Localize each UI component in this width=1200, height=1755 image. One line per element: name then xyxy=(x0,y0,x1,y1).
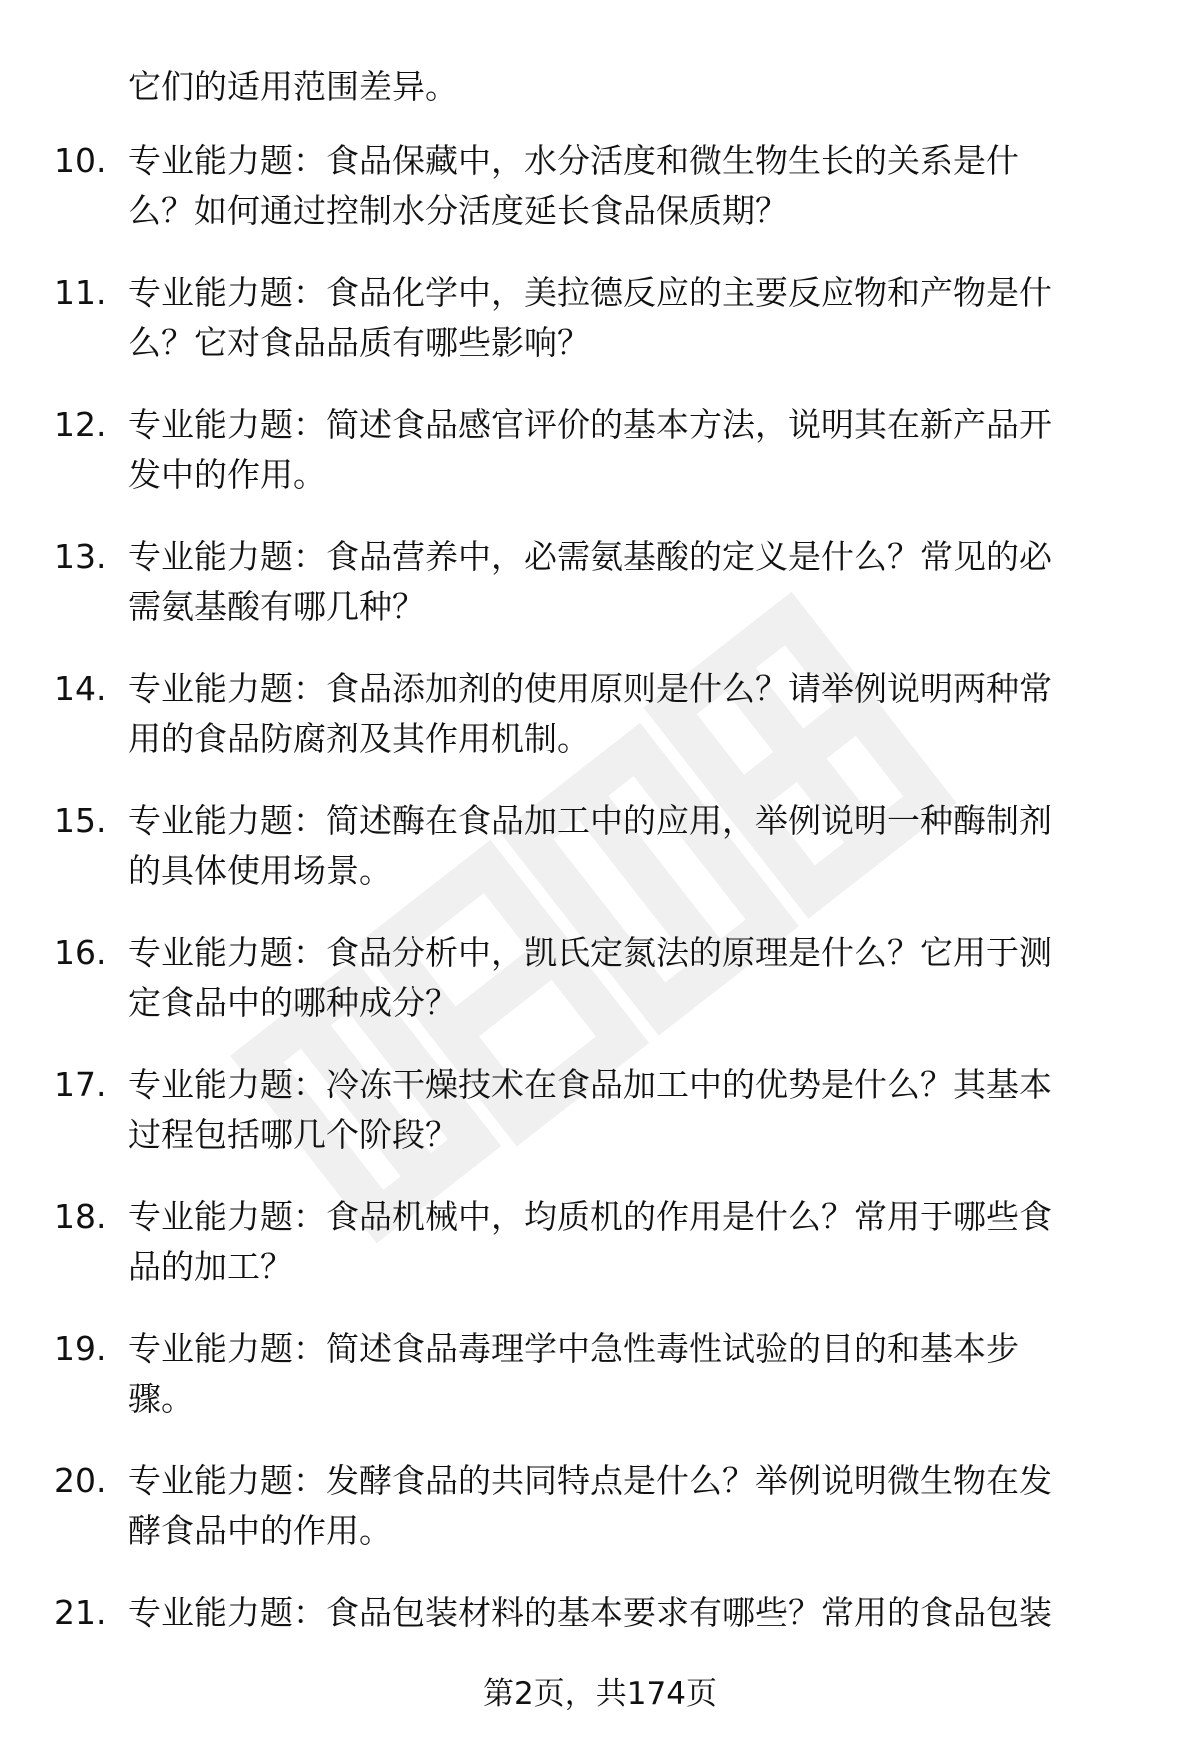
question-text-line: 专业能力题：简述食品毒理学中急性毒性试验的目的和基本步 xyxy=(128,1329,1019,1368)
question-number: 13. xyxy=(54,537,107,576)
question-text xyxy=(128,400,1148,500)
question-text-line: 专业能力题：食品营养中，必需氨基酸的定义是什么？常见的必 xyxy=(128,537,1052,576)
question-number: 18. xyxy=(54,1197,107,1236)
question-item xyxy=(0,664,1200,796)
continuation-text: 它们的适用范围差异。 xyxy=(128,67,458,106)
question-text xyxy=(128,796,1148,896)
question-text-line: 过程包括哪几个阶段？ xyxy=(128,1115,458,1154)
question-text-line: 专业能力题：食品化学中，美拉德反应的主要反应物和产物是什 xyxy=(128,273,1052,312)
question-text xyxy=(128,1324,1148,1424)
question-text xyxy=(128,268,1148,368)
question-text-line: 专业能力题：食品分析中，凯氏定氮法的原理是什么？它用于测 xyxy=(128,933,1052,972)
question-item xyxy=(0,268,1200,400)
question-number: 10. xyxy=(54,141,107,180)
question-text-line: 么？如何通过控制水分活度延长食品保质期？ xyxy=(128,191,788,230)
question-text xyxy=(128,1588,1148,1638)
question-text-line: 专业能力题：食品包装材料的基本要求有哪些？常用的食品包装 xyxy=(128,1593,1052,1632)
question-text xyxy=(128,1192,1148,1292)
question-number: 15. xyxy=(54,801,107,840)
question-text-line: 专业能力题：食品机械中，均质机的作用是什么？常用于哪些食 xyxy=(128,1197,1052,1236)
question-item xyxy=(0,1324,1200,1456)
question-item xyxy=(0,928,1200,1060)
question-text-line: 酵食品中的作用。 xyxy=(128,1511,392,1550)
question-text-line: 专业能力题：食品添加剂的使用原则是什么？请举例说明两种常 xyxy=(128,669,1052,708)
question-text-line: 品的加工？ xyxy=(128,1247,293,1286)
question-text-line: 专业能力题：冷冻干燥技术在食品加工中的优势是什么？其基本 xyxy=(128,1065,1052,1104)
question-item xyxy=(0,400,1200,532)
question-text-line: 发中的作用。 xyxy=(128,455,326,494)
question-text-line: 专业能力题：简述酶在食品加工中的应用，举例说明一种酶制剂 xyxy=(128,801,1052,840)
question-number: 21. xyxy=(54,1593,107,1632)
question-item xyxy=(0,796,1200,928)
question-text-line: 专业能力题：简述食品感官评价的基本方法，说明其在新产品开 xyxy=(128,405,1052,444)
question-text-line: 用的食品防腐剂及其作用机制。 xyxy=(128,719,590,758)
question-text xyxy=(128,136,1148,236)
question-text xyxy=(128,928,1148,1028)
question-text-line: 骤。 xyxy=(128,1379,194,1418)
question-item xyxy=(0,1192,1200,1324)
question-text-line: 专业能力题：发酵食品的共同特点是什么？举例说明微生物在发 xyxy=(128,1461,1052,1500)
question-number: 19. xyxy=(54,1329,107,1368)
question-list xyxy=(0,136,1200,1720)
question-text-line: 定食品中的哪种成分？ xyxy=(128,983,458,1022)
question-number: 16. xyxy=(54,933,107,972)
question-item xyxy=(0,532,1200,664)
question-number: 17. xyxy=(54,1065,107,1104)
question-text xyxy=(128,532,1148,632)
question-text-line: 的具体使用场景。 xyxy=(128,851,392,890)
question-text xyxy=(128,1456,1148,1556)
question-text-line: 么？它对食品品质有哪些影响？ xyxy=(128,323,590,362)
question-item xyxy=(0,136,1200,268)
question-number: 11. xyxy=(54,273,107,312)
question-item xyxy=(0,1060,1200,1192)
page-footer: 第2页，共174页 xyxy=(483,1676,717,1712)
question-item xyxy=(0,1456,1200,1588)
question-text-line: 需氨基酸有哪几种？ xyxy=(128,587,425,626)
question-number: 12. xyxy=(54,405,107,444)
question-number: 14. xyxy=(54,669,107,708)
question-text-line: 专业能力题：食品保藏中，水分活度和微生物生长的关系是什 xyxy=(128,141,1019,180)
question-text xyxy=(128,664,1148,764)
question-text xyxy=(128,1060,1148,1160)
question-number: 20. xyxy=(54,1461,107,1500)
